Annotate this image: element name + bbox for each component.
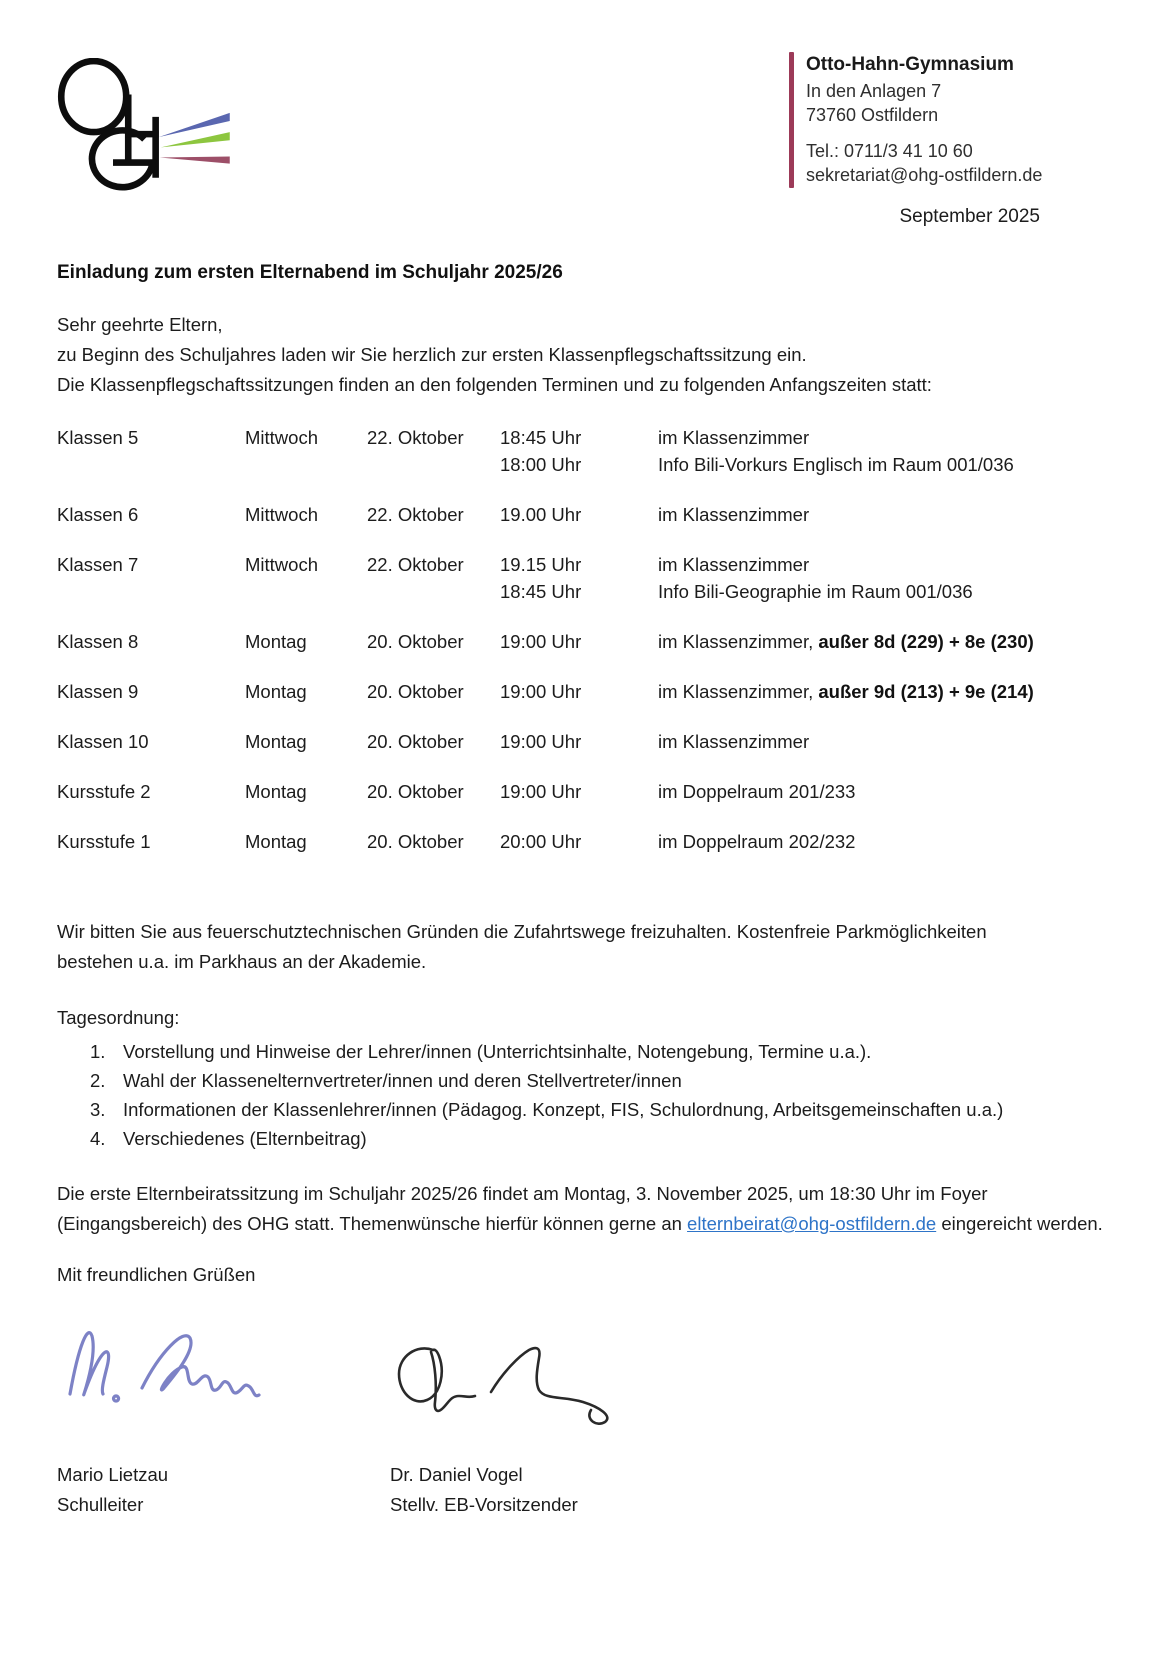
day-cell: Montag bbox=[245, 631, 307, 652]
group-cell: Kursstufe 2 bbox=[57, 781, 151, 802]
location-cell: im Klassenzimmer, außer 8d (229) + 8e (230) bbox=[658, 631, 1034, 652]
signer-role: Schulleiter bbox=[57, 1494, 144, 1515]
time-cell: 19.15 Uhr bbox=[500, 554, 582, 575]
location-cell: im Klassenzimmer bbox=[658, 504, 810, 525]
schedule-row-klassen-7 bbox=[57, 551, 1113, 605]
agenda-item-3: 3. Informationen der Klassenlehrer/innen (Pädagog. Konzept, FIS, Schulordnung, Arbeitsgemeinschaften u.a.) bbox=[90, 1099, 1004, 1120]
address-city: 73760 Ostfildern bbox=[806, 105, 939, 125]
ohg-logo-icon bbox=[57, 58, 235, 192]
day-cell: Montag bbox=[245, 681, 307, 702]
agenda-heading: Tagesordnung: bbox=[57, 1007, 180, 1028]
schedule-row-kursstufe-2 bbox=[57, 778, 1113, 805]
signature-daniel-vogel bbox=[387, 1332, 637, 1447]
intro-line-1: zu Beginn des Schuljahres laden wir Sie herzlich zur ersten Klassenpflegschaftssitzung ein. bbox=[57, 344, 807, 365]
location-cell: im Klassenzimmer bbox=[658, 427, 810, 448]
signer-left bbox=[57, 1460, 390, 1520]
location-cell: im Klassenzimmer bbox=[658, 731, 810, 752]
day-cell: Mittwoch bbox=[245, 554, 318, 575]
agenda-item-1: 1. Vorstellung und Hinweise der Lehrer/innen (Unterrichtsinhalte, Notengebung, Termine u.a.). bbox=[90, 1041, 872, 1062]
group-cell: Klassen 9 bbox=[57, 681, 139, 702]
phone-number: Tel.: 0711/3 41 10 60 bbox=[806, 141, 973, 161]
date-cell: 22. Oktober bbox=[367, 554, 464, 575]
closing-phrase: Mit freundlichen Grüßen bbox=[57, 1264, 256, 1285]
time-cell: 19.00 Uhr bbox=[500, 504, 582, 525]
schedule-row-kursstufe-1 bbox=[57, 828, 1113, 855]
signature-area bbox=[57, 1298, 1113, 1448]
date-cell: 20. Oktober bbox=[367, 631, 464, 652]
sender-email: sekretariat@ohg-ostfildern.de bbox=[806, 165, 1043, 185]
schedule-row-klassen-10 bbox=[57, 728, 1113, 755]
group-cell: Klassen 6 bbox=[57, 504, 139, 525]
agenda-item-2: 2. Wahl der Klassenelternvertreter/innen und deren Stellvertreter/innen bbox=[90, 1070, 682, 1091]
school-name: Otto-Hahn-Gymnasium bbox=[806, 54, 1014, 75]
date-cell: 20. Oktober bbox=[367, 831, 464, 852]
day-cell: Montag bbox=[245, 731, 307, 752]
date-cell: 22. Oktober bbox=[367, 504, 464, 525]
location-cell: im Doppelraum 202/232 bbox=[658, 831, 856, 852]
accent-bar bbox=[789, 52, 794, 188]
intro-paragraph bbox=[57, 310, 1113, 400]
location-cell: im Klassenzimmer, außer 9d (213) + 9e (214) bbox=[658, 681, 1034, 702]
time-cell: 20:00 Uhr bbox=[500, 831, 582, 852]
day-cell: Montag bbox=[245, 831, 307, 852]
signer-names bbox=[57, 1460, 1113, 1520]
date-cell: 20. Oktober bbox=[367, 781, 464, 802]
schedule-row-klassen-9 bbox=[57, 678, 1113, 705]
extra-location-cell: Info Bili-Vorkurs Englisch im Raum 001/036 bbox=[658, 454, 1014, 475]
signer-name: Mario Lietzau bbox=[57, 1464, 169, 1485]
letter-header bbox=[57, 52, 1113, 192]
location-cell: im Klassenzimmer bbox=[658, 554, 810, 575]
group-cell: Klassen 10 bbox=[57, 731, 149, 752]
time-cell: 19:00 Uhr bbox=[500, 681, 582, 702]
signer-name: Dr. Daniel Vogel bbox=[390, 1464, 523, 1485]
address-street: In den Anlagen 7 bbox=[806, 81, 942, 101]
agenda-list bbox=[57, 1037, 1113, 1153]
date-cell: 20. Oktober bbox=[367, 681, 464, 702]
elternbeirat-note: Die erste Elternbeiratssitzung im Schuljahr 2025/26 findet am Montag, 3. November 2025, um 18:30 Uhr im Foyer (Eingangsbereich) des OHG statt. Themenwünsche hierfür können gerne an elternbeirat@ohg-ostfildern.de eingereicht werden. bbox=[57, 1183, 1103, 1234]
extra-location-cell: Info Bili-Geographie im Raum 001/036 bbox=[658, 581, 973, 602]
intro-line-2: Die Klassenpflegschaftssitzungen finden an den folgenden Terminen und zu folgenden Anfangszeiten statt: bbox=[57, 374, 932, 395]
location-bold-note: außer 8d (229) + 8e (230) bbox=[818, 631, 1034, 652]
location-cell: im Doppelraum 201/233 bbox=[658, 781, 856, 802]
time-cell: 19:00 Uhr bbox=[500, 781, 582, 802]
time-cell: 18:45 Uhr bbox=[500, 427, 582, 448]
signature-mario-lietzau bbox=[60, 1310, 270, 1425]
sender-address-block bbox=[789, 52, 1097, 188]
date-cell: 20. Oktober bbox=[367, 731, 464, 752]
group-cell: Klassen 5 bbox=[57, 427, 139, 448]
schedule-row-klassen-6 bbox=[57, 501, 1113, 528]
date-cell: 22. Oktober bbox=[367, 427, 464, 448]
group-cell: Klassen 7 bbox=[57, 554, 139, 575]
extra-time-cell: 18:00 Uhr bbox=[500, 454, 582, 475]
elternbeirat-email-link[interactable]: elternbeirat@ohg-ostfildern.de bbox=[687, 1213, 937, 1234]
extra-time-cell: 18:45 Uhr bbox=[500, 581, 582, 602]
schedule-row-klassen-8 bbox=[57, 628, 1113, 655]
day-cell: Montag bbox=[245, 781, 307, 802]
time-cell: 19:00 Uhr bbox=[500, 631, 582, 652]
schedule-table bbox=[57, 424, 1113, 855]
letter-title: Einladung zum ersten Elternabend im Schuljahr 2025/26 bbox=[57, 262, 563, 283]
group-cell: Kursstufe 1 bbox=[57, 831, 151, 852]
group-cell: Klassen 8 bbox=[57, 631, 139, 652]
letter-date: September 2025 bbox=[899, 206, 1040, 227]
agenda-item-4: 4. Verschiedenes (Elternbeitrag) bbox=[90, 1128, 367, 1149]
signer-right bbox=[390, 1460, 723, 1520]
signer-role: Stellv. EB-Vorsitzender bbox=[390, 1494, 578, 1515]
schedule-row-klassen-5 bbox=[57, 424, 1113, 478]
location-bold-note: außer 9d (213) + 9e (214) bbox=[818, 681, 1034, 702]
day-cell: Mittwoch bbox=[245, 427, 318, 448]
day-cell: Mittwoch bbox=[245, 504, 318, 525]
salutation: Sehr geehrte Eltern, bbox=[57, 314, 223, 335]
parking-note: Wir bitten Sie aus feuerschutztechnischen Gründen die Zufahrtswege freizuhalten. Kostenfreie Parkmöglichkeiten bestehen u.a. im Parkhaus an der Akademie. bbox=[57, 921, 987, 972]
time-cell: 19:00 Uhr bbox=[500, 731, 582, 752]
